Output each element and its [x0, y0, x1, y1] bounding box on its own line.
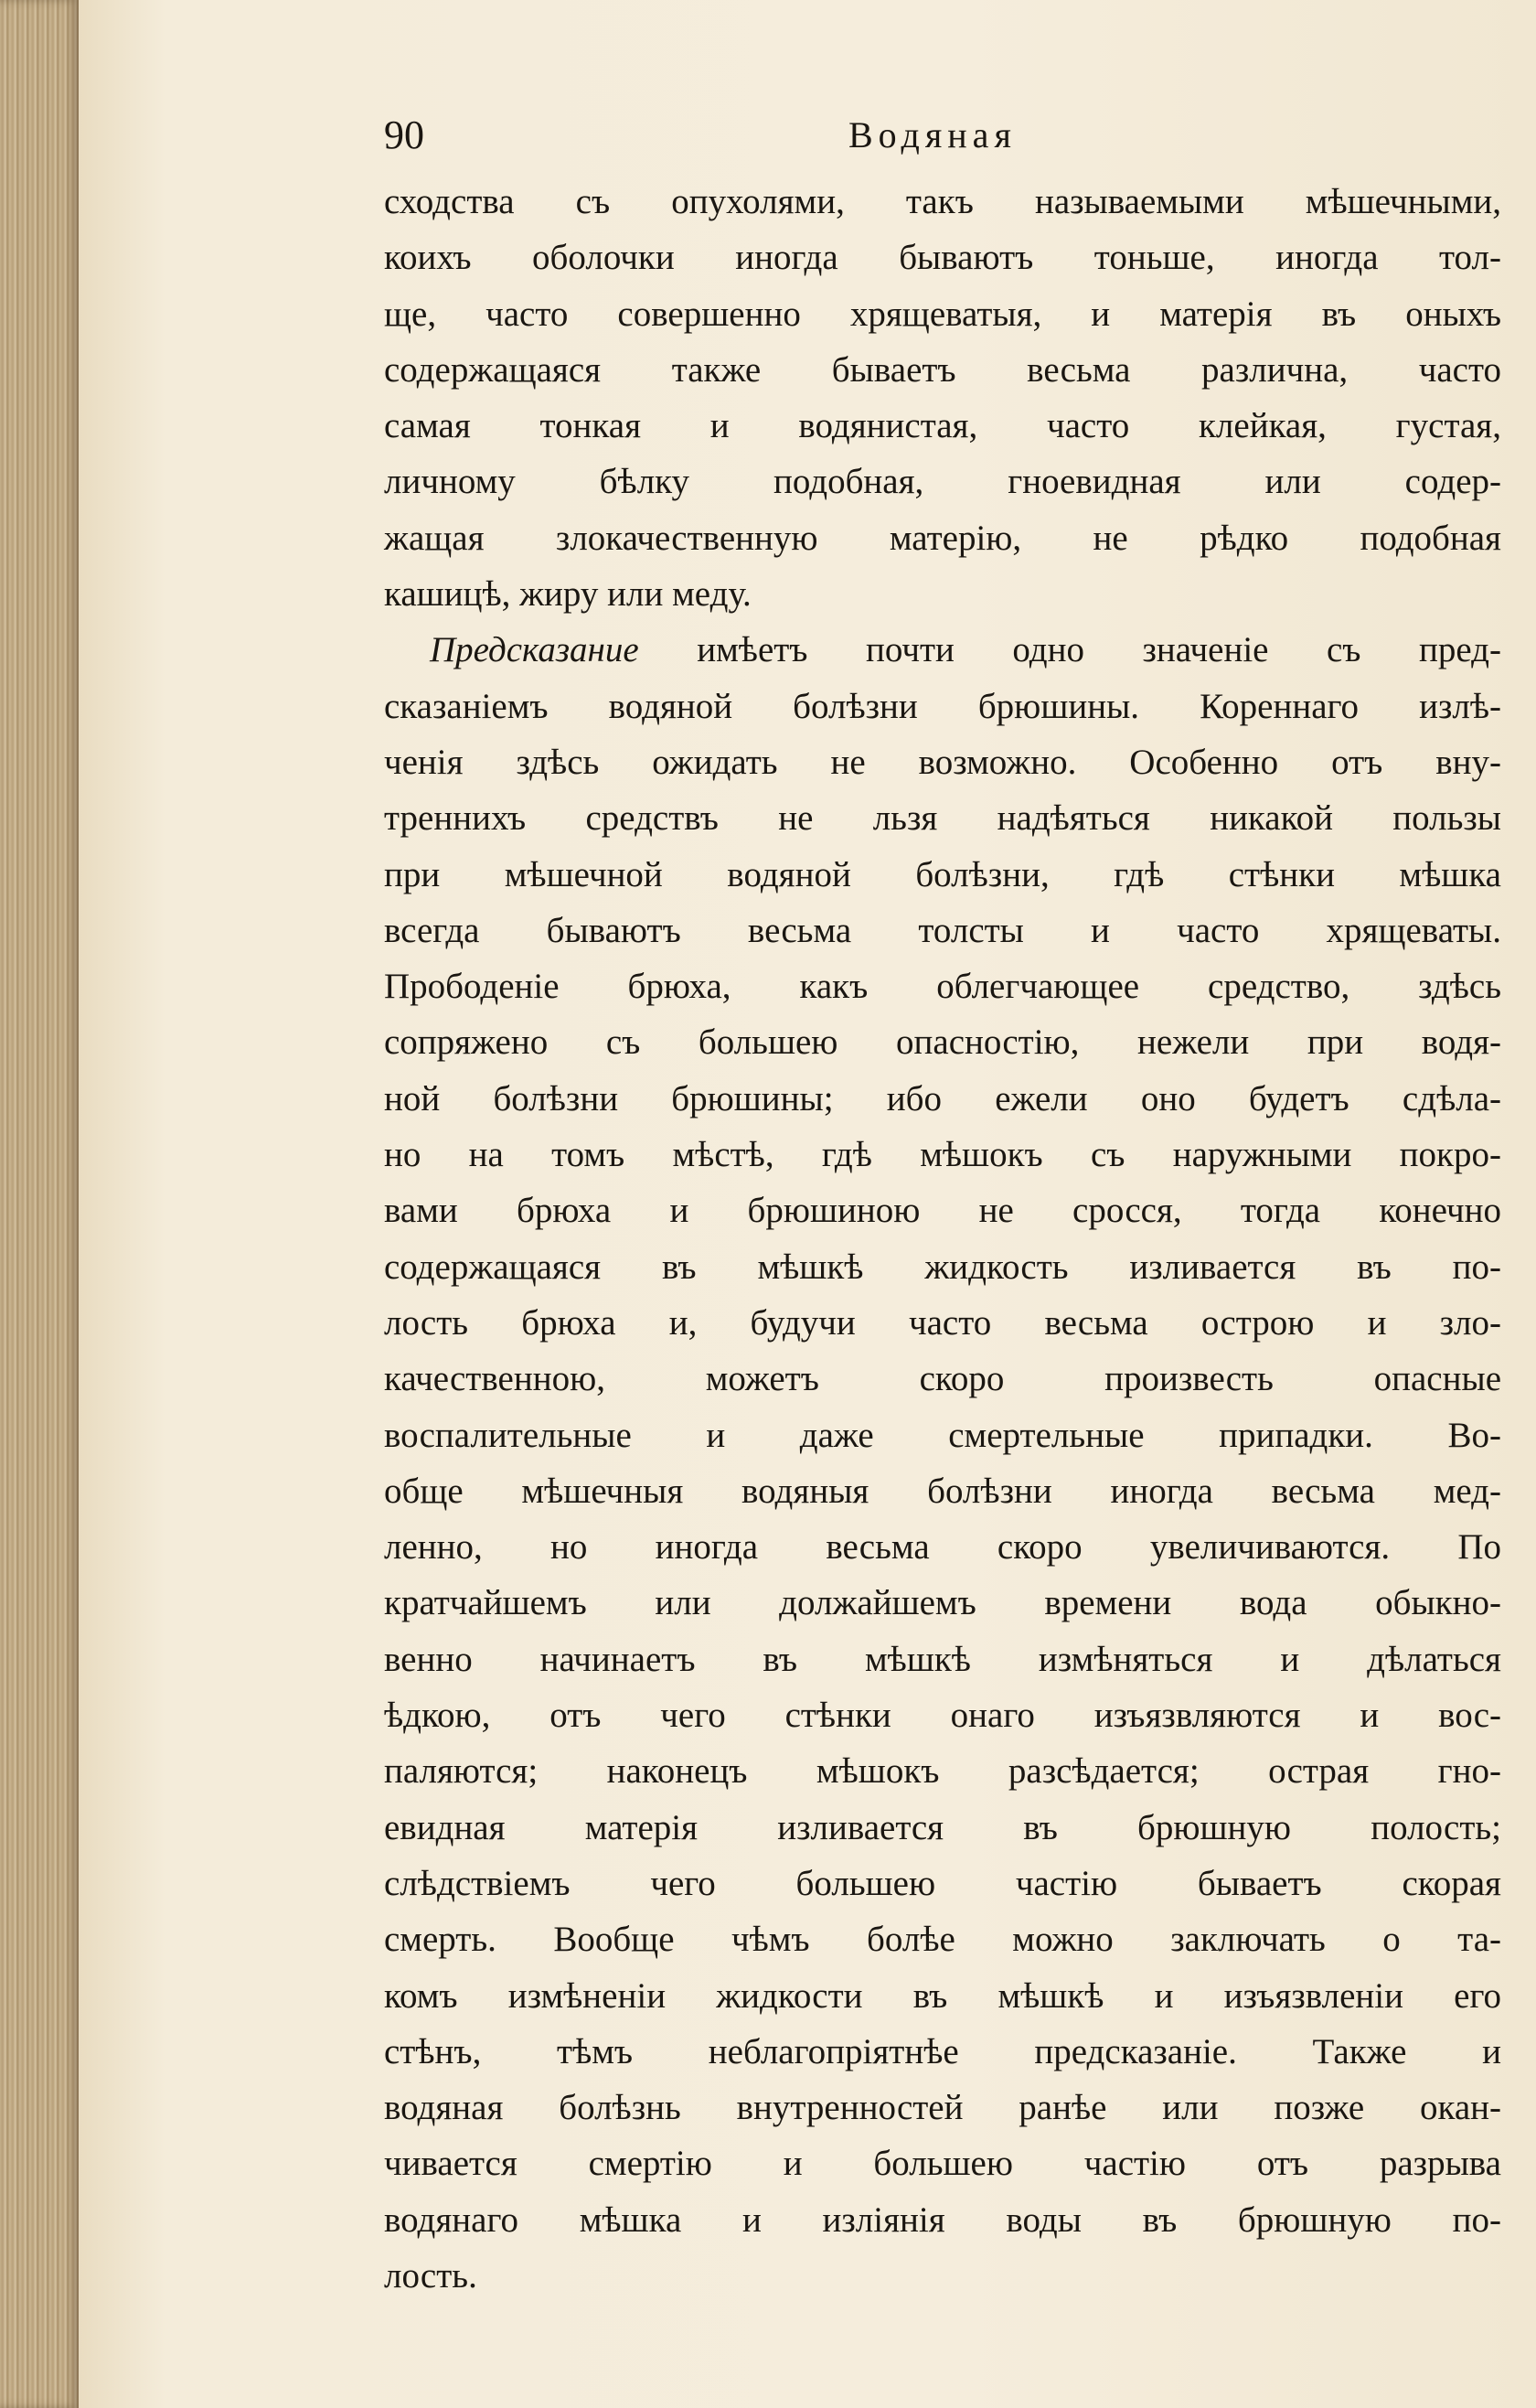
text-line: лость брюха и, будучи часто весьма острою и зло- [384, 1302, 1501, 1343]
text-line: чивается смертію и большею частію отъ разрыва [384, 2144, 1501, 2184]
running-head: Водяная [848, 114, 1017, 155]
paragraph-2 [384, 622, 1501, 2304]
text-line: всегда бываютъ весьма толсты и часто хрящеваты. [384, 910, 1501, 950]
section-lead-italic: Предсказание [430, 630, 639, 670]
text-line: смерть. Вообще чѣмъ болѣе можно заключать о та- [384, 1920, 1501, 1960]
text-line: жащая злокачественную матерію, не рѣдко подобная [384, 518, 1501, 558]
text-line: стѣнъ, тѣмъ неблагопріятнѣе предсказаніе. Также и [384, 2031, 1501, 2071]
text-line: кашицѣ, жиру или меду. [384, 574, 752, 615]
text-line: венно начинаетъ въ мѣшкѣ измѣняться и дѣлаться [384, 1639, 1501, 1679]
text-line: вами брюха и брюшиною не сросся, тогда конечно [384, 1191, 1501, 1231]
text-line: паляются; наконецъ мѣшокъ разсѣдается; острая гно- [384, 1751, 1501, 1792]
page-header [305, 108, 1512, 163]
text-line: комъ измѣненіи жидкости въ мѣшкѣ и изъязвленіи его [384, 1975, 1501, 2016]
text-line: при мѣшечной водяной болѣзни, гдѣ стѣнки мѣшка [384, 854, 1501, 894]
text-line [384, 622, 1501, 678]
text-line: качественною, можетъ скоро произвесть опасные [384, 1359, 1501, 1399]
text-line: Прободеніе брюха, какъ облегчающее средство, здѣсь [384, 967, 1501, 1007]
text-line: водяная болѣзнь внутренностей ранѣе или позже окан- [384, 2088, 1501, 2128]
text-line: сходства съ опухолями, такъ называемыми мѣшечными, [384, 182, 1501, 221]
text-line: воспалительные и даже смертельные припадки. Во- [384, 1415, 1501, 1455]
page-number: 90 [384, 112, 424, 157]
text-span: имѣетъ почти одно значеніе съ пред- [638, 630, 1501, 670]
text-line: ленно, но иногда весьма скоро увеличиваются. По [384, 1527, 1501, 1568]
text-line: содержащаяся также бываетъ весьма различна, часто [384, 349, 1501, 390]
text-line: обще мѣшечныя водяныя болѣзни иногда весьма мед- [384, 1471, 1501, 1511]
page-edge [0, 0, 79, 2408]
text-line: кратчайшемъ или должайшемъ времени вода обыкно- [384, 1583, 1501, 1623]
text-line: ще, часто совершенно хрящеватыя, и матерія въ оныхъ [384, 294, 1501, 334]
text-line: ченія здѣсь ожидать не возможно. Особенно отъ вну- [384, 742, 1501, 782]
text-line: личному бѣлку подобная, гноевидная или содер- [384, 462, 1501, 502]
text-line: коихъ оболочки иногда бываютъ тоньше, иногда тол- [384, 238, 1501, 278]
text-line: содержащаяся въ мѣшкѣ жидкость изливается въ по- [384, 1247, 1501, 1287]
text-line: евидная матерія изливается въ брюшную полость; [384, 1807, 1501, 1847]
text-line: ѣдкою, отъ чего стѣнки онаго изъязвляются и вос- [384, 1696, 1501, 1736]
paragraph-1 [384, 174, 1501, 622]
text-line: слѣдствіемъ чего большею частію бываетъ скорая [384, 1863, 1501, 1903]
text-line: но на томъ мѣстѣ, гдѣ мѣшокъ съ наружными покро- [384, 1135, 1501, 1175]
text-line: ной болѣзни брюшины; ибо ежели оно будетъ сдѣла- [384, 1078, 1501, 1118]
text-line: треннихъ средствъ не льзя надѣяться никакой пользы [384, 798, 1501, 839]
text-line: сопряжено съ большею опасностію, нежели при водя- [384, 1022, 1501, 1063]
text-line: водянаго мѣшка и изліянія воды въ брюшную по- [384, 2199, 1501, 2240]
text-line: сказаніемъ водяной болѣзни брюшины. Кореннаго излѣ- [384, 686, 1501, 726]
text-line: самая тонкая и водянистая, часто клейкая, густая, [384, 406, 1501, 446]
body-text [384, 174, 1501, 2304]
text-line: лость. [384, 2255, 477, 2296]
